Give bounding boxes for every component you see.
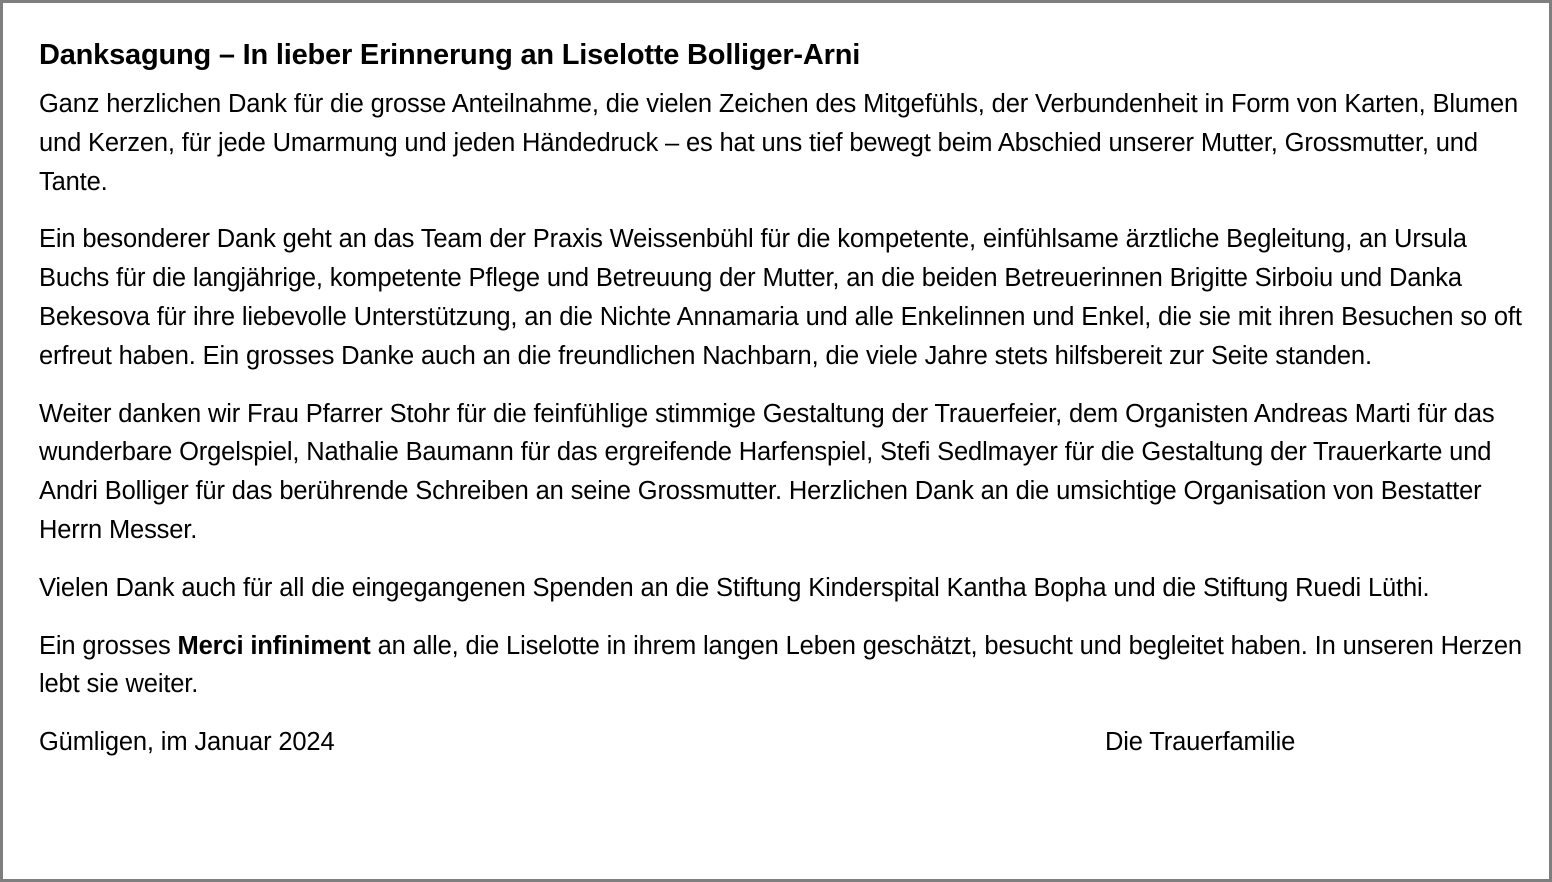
merci-text-after: an alle, die Liselotte in ihrem langen Leben geschätzt, besucht und begleitet haben. In unseren Herzen lebt sie weiter. [39,631,1522,699]
paragraph-sympathy: Ganz herzlichen Dank für die grosse Anteilnahme, die vielen Zeichen des Mitgefühls, der Verbundenheit in Form von Karten, Blumen und Kerzen, für jede Umarmung und jeden Händedruck – es hat uns tief bewegt beim Abschied unserer Mutter, Grossmutter, und Tante. [39,90,1519,196]
paragraph-ceremony-thanks: Weiter danken wir Frau Pfarrer Stohr für die feinfühlige stimmige Gestaltung der Trauerfeier, dem Organisten Andreas Marti für das wunderbare Orgelspiel, Nathalie Baumann für das ergreifende Harfenspiel, Stefi Sedlmayer für die Gestaltung der Trauerkarte und Andri Bolliger für das berührende Schreiben an seine Grossmutter. Herzlichen Dank an die umsichtige Organisation von Bestatter Herrn Messer. [39,399,1495,544]
merci-bold-text: Merci infiniment [177,631,371,660]
paragraph-donations: Vielen Dank auch für all die eingegangenen Spenden an die Stiftung Kinderspital Kantha Bopha und die Stiftung Ruedi Lüthi. [39,573,1430,602]
signature: Die Trauerfamilie [1105,728,1296,757]
paragraph-special-thanks: Ein besonderer Dank geht an das Team der Praxis Weissenbühl für die kompetente, einfühlsame ärztliche Begleitung, an Ursula Buchs für die langjährige, kompetente Pflege und Betreuung der Mutter, an die beiden Betreuerinnen Brigitte Sirboiu und Danka Bekesova für ihre liebevolle Unterstützung, an die Nichte Annamaria und alle Enkelinnen und Enkel, die sie mit ihren Besuchen so oft erfreut haben. Ein grosses Danke auch an die freundlichen Nachbarn, die viele Jahre stets hilfsbereit zur Seite standen. [39,225,1522,370]
notice-title: Danksagung – In lieber Erinnerung an Liselotte Bolliger-Arni [39,39,861,71]
notice-content [39,33,1529,763]
notice-footer [39,723,1529,763]
place-date: Gümligen, im Januar 2024 [39,728,335,757]
paragraph-merci [39,627,1529,705]
merci-text-before: Ein grosses [39,631,178,660]
